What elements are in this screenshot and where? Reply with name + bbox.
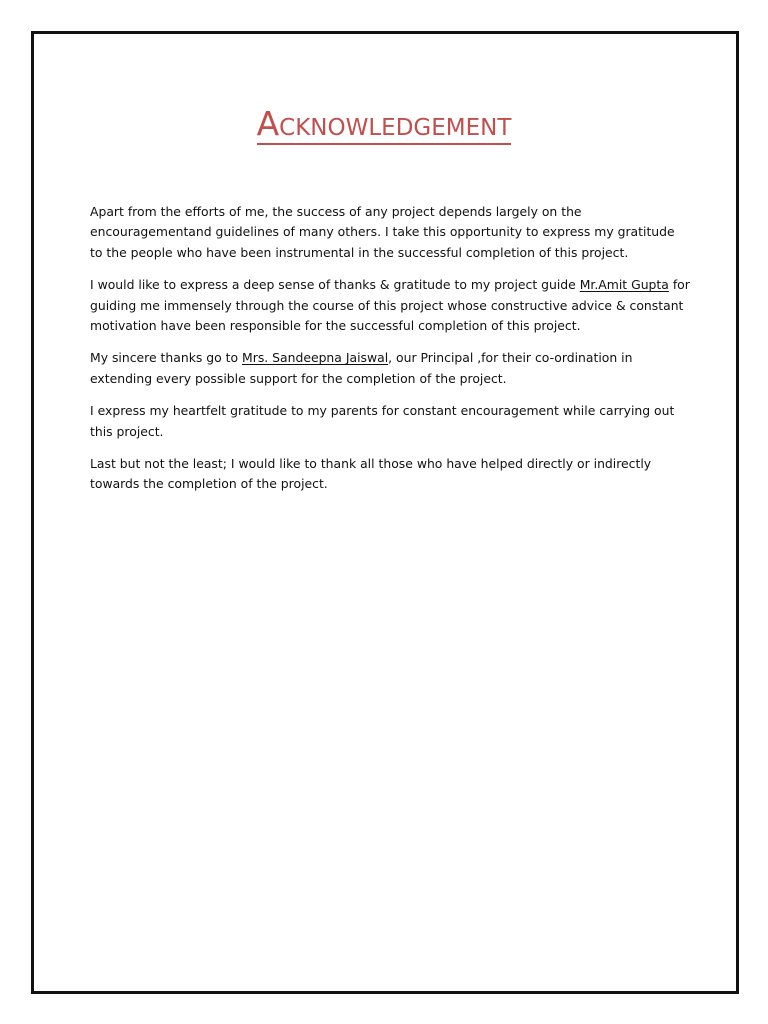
paragraph-closing: [90, 454, 690, 495]
paragraph-parents-text: I express my heartfelt gratitude to my parents for constant encouragement while carrying out this project.: [90, 403, 675, 439]
paragraph-guide-text-before: I would like to express a deep sense of thanks & gratitude to my project guide: [90, 277, 580, 293]
paragraph-principal-text-before: My sincere thanks go to: [90, 350, 243, 366]
page-border: [31, 31, 739, 994]
paragraph-parents: [90, 401, 690, 442]
paragraph-intro: [90, 202, 690, 263]
paragraph-guide-text-after: for guiding me immensely through the course of this project whose constructive advice & constant motivation have been responsible for the successful completion of this project.: [90, 277, 690, 334]
paragraph-closing-text: Last but not the least; I would like to thank all those who have helped directly or indirectly towards the completion of the project.: [90, 456, 652, 492]
principal-name: Mrs. Sandeepna Jaiswal: [242, 350, 389, 366]
paragraph-intro-text: Apart from the efforts of me, the success of any project depends largely on the encouragementand guidelines of many others. I take this opportunity to express my gratitude to the people who have been instrumental in the successful completion of this project.: [90, 204, 675, 260]
paragraph-principal-text-after: , our Principal ,for their co-ordination in extending every possible support for the completion of the project.: [90, 350, 633, 386]
document-body: [90, 202, 690, 507]
page-title: [0, 98, 768, 150]
paragraph-principal: [90, 348, 690, 389]
page-title-text: Acknowledgement: [256, 104, 512, 143]
guide-name: Mr.Amit Gupta: [579, 277, 669, 293]
paragraph-guide: [90, 275, 690, 336]
